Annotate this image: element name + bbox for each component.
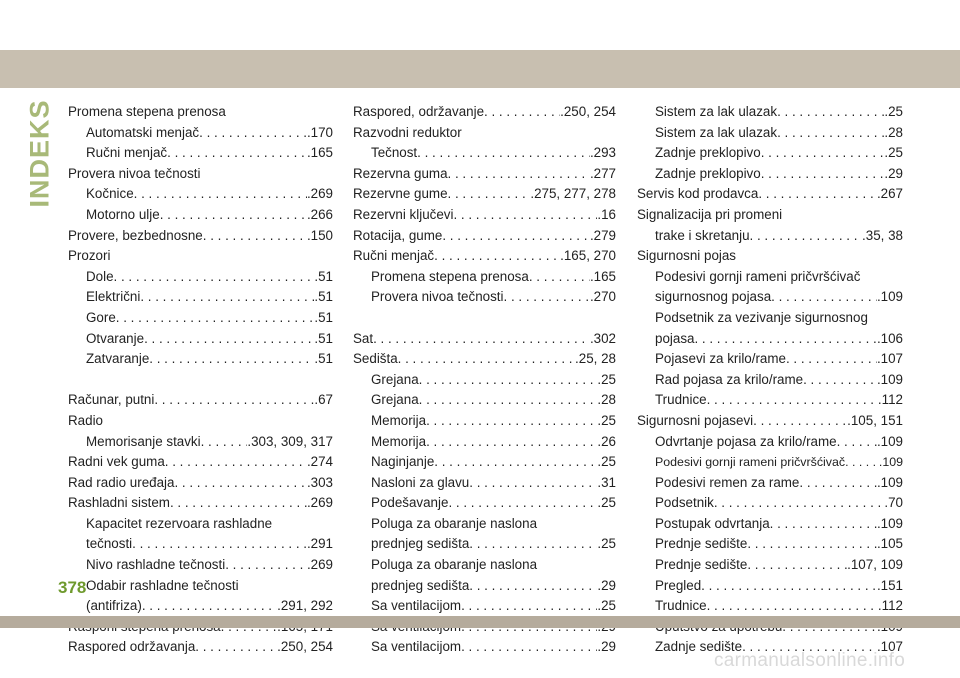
entry-page-ref: .269	[306, 186, 333, 202]
dot-leader	[448, 493, 597, 514]
entry-page-ref: .51	[314, 351, 333, 367]
index-entry	[353, 411, 616, 432]
dot-leader	[837, 432, 877, 453]
index-entry	[353, 349, 616, 370]
entry-label: Rashladni sistem	[68, 495, 170, 511]
dot-leader	[707, 596, 878, 617]
dot-leader	[469, 473, 597, 494]
entry-page-ref: .25	[884, 104, 903, 119]
index-entry	[353, 576, 616, 597]
entry-label: Provere, bezbednosne	[68, 227, 203, 243]
dot-leader	[142, 596, 277, 617]
entry-label: Memorisanje stavki	[86, 433, 201, 449]
index-entry	[68, 205, 333, 226]
dot-leader	[419, 370, 598, 391]
entry-label: Sa ventilacijom	[371, 598, 462, 614]
index-entry	[68, 534, 333, 555]
entry-page-ref: .26	[597, 433, 616, 449]
entry-page-ref: .105, 151	[847, 412, 903, 428]
entry-label: Razvodni reduktor	[353, 124, 462, 140]
entry-label: Memorija	[371, 412, 427, 428]
index-entry	[637, 205, 903, 226]
entry-label: Ručni menjač	[86, 145, 168, 161]
dot-leader	[747, 534, 877, 555]
entry-page-ref: .105	[876, 536, 903, 552]
entry-page-ref: .51	[314, 330, 333, 346]
dot-leader	[504, 287, 590, 308]
index-entry	[353, 287, 616, 308]
entry-label: Grejana	[371, 392, 419, 408]
index-column-3	[637, 102, 903, 658]
entry-page-ref: .291	[306, 536, 333, 552]
index-entry	[353, 184, 616, 205]
entry-page-ref: .109	[876, 371, 903, 387]
index-entry	[353, 514, 616, 535]
entry-page-ref: .109	[878, 455, 903, 470]
entry-label: Raspored, održavanje	[353, 104, 485, 119]
footer-band	[0, 616, 960, 628]
entry-page-ref: .25, 28	[575, 351, 616, 367]
index-entry	[353, 534, 616, 555]
entry-page-ref: .25	[597, 371, 616, 387]
index-entry	[637, 473, 903, 494]
entry-page-ref: .28	[884, 124, 903, 140]
entry-label: Sedišta	[353, 351, 398, 367]
entry-label: Sigurnosni pojas	[637, 248, 737, 264]
index-entry	[353, 555, 616, 576]
entry-label: Gore	[86, 309, 116, 325]
entry-page-ref: .275, 277, 278	[530, 186, 616, 202]
entry-page-ref: .25	[597, 412, 616, 428]
index-entry	[68, 287, 333, 308]
index-entry	[68, 514, 333, 535]
entry-label: (antifriza)	[86, 598, 142, 614]
entry-page-ref: .270	[589, 289, 616, 305]
entry-page-ref: .303	[306, 474, 333, 490]
entry-label: Pojasevi za krilo/rame	[655, 351, 786, 367]
index-entry	[353, 226, 616, 247]
entry-label: Naginjanje	[371, 454, 435, 470]
entry-label: Sistem za lak ulazak	[655, 124, 778, 140]
entry-page-ref: .291, 292	[277, 598, 333, 614]
entry-page-ref: .266	[306, 206, 333, 222]
entry-page-ref: .70	[884, 495, 903, 511]
index-entry	[353, 102, 616, 123]
section-tab-label: INDEKS	[24, 98, 55, 208]
dot-leader	[707, 390, 878, 411]
entry-label: Trudnice	[655, 598, 707, 614]
dot-leader	[529, 267, 590, 288]
entry-label: Prednje sedište	[655, 557, 748, 573]
index-entry	[637, 370, 903, 391]
entry-label: Električni	[86, 289, 141, 305]
entry-label: Kapacitet rezervoara rashladne	[86, 515, 273, 531]
index-entry	[637, 432, 903, 453]
entry-label: Zadnje preklopivo	[655, 165, 761, 181]
watermark-text: carmanualsonline.info	[714, 650, 906, 671]
entry-label: Prozori	[68, 248, 111, 264]
dot-leader	[461, 596, 597, 617]
dot-leader	[419, 390, 598, 411]
index-entry	[637, 555, 903, 576]
index-entry	[68, 267, 333, 288]
dot-leader	[132, 534, 307, 555]
entry-label: Rezervna guma	[353, 165, 448, 181]
entry-page-ref: .67	[314, 392, 333, 408]
dot-leader	[170, 493, 307, 514]
entry-label: Dole	[86, 268, 114, 284]
entry-page-ref: .35, 38	[862, 227, 903, 243]
dot-leader	[448, 184, 531, 205]
index-entry	[68, 308, 333, 329]
dot-leader	[225, 555, 307, 576]
entry-page-ref: .29	[597, 639, 616, 655]
dot-leader	[453, 205, 597, 226]
entry-label: Zatvaranje	[86, 351, 150, 367]
dot-leader	[149, 349, 314, 370]
dot-leader	[845, 452, 879, 473]
dot-leader	[714, 493, 885, 514]
entry-page-ref: .25	[597, 495, 616, 511]
index-entry	[68, 329, 333, 350]
entry-label: Radio	[68, 412, 103, 428]
entry-page-ref: .109	[876, 515, 903, 531]
entry-page-ref: .16	[597, 206, 616, 222]
entry-page-ref: .303, 309, 317	[247, 433, 333, 449]
dot-leader	[442, 226, 590, 247]
entry-page-ref: .107, 109	[847, 557, 903, 573]
dot-leader	[448, 164, 590, 185]
index-entry	[353, 370, 616, 391]
index-entry	[637, 102, 903, 123]
entry-spacer	[68, 370, 333, 391]
dot-leader	[761, 164, 885, 185]
dot-leader	[417, 143, 590, 164]
entry-label: Provera nivoa tečnosti	[371, 289, 504, 305]
dot-leader	[777, 123, 884, 144]
entry-page-ref: .51	[314, 268, 333, 284]
index-entry	[68, 432, 333, 453]
index-entry	[353, 432, 616, 453]
entry-label: Odabir rashladne tečnosti	[86, 577, 239, 593]
index-entry	[637, 246, 903, 267]
entry-label: Automatski menjač	[86, 124, 200, 140]
entry-page-ref: .277	[589, 165, 616, 181]
index-entry	[68, 246, 333, 267]
index-entry	[637, 184, 903, 205]
dot-leader	[469, 576, 597, 597]
entry-page-ref: .165	[306, 145, 333, 161]
entry-label: Motorno ulje	[86, 206, 160, 222]
dot-leader	[373, 329, 590, 350]
entry-page-ref: .170	[306, 124, 333, 140]
dot-leader	[777, 102, 884, 123]
dot-leader	[461, 637, 597, 658]
entry-label: Nivo rashladne tečnosti	[86, 557, 226, 573]
entry-label: Raspored održavanja	[68, 639, 196, 655]
entry-page-ref: .269	[306, 557, 333, 573]
entry-page-ref: .250, 254	[560, 104, 616, 119]
entry-page-ref: .302	[589, 330, 616, 346]
dot-leader	[140, 287, 314, 308]
entry-label: Podesivi remen za rame	[655, 474, 800, 490]
dot-leader	[398, 349, 575, 370]
index-entry	[68, 473, 333, 494]
index-entry	[353, 143, 616, 164]
index-entry	[637, 493, 903, 514]
index-entry	[637, 164, 903, 185]
entry-label: Memorija	[371, 433, 427, 449]
index-entry	[353, 390, 616, 411]
dot-leader	[203, 226, 307, 247]
entry-label: prednjeg sedišta	[371, 577, 470, 593]
index-entry	[68, 390, 333, 411]
entry-label: Rezervne gume	[353, 186, 448, 202]
index-entry	[68, 493, 333, 514]
dot-leader	[174, 473, 306, 494]
entry-page-ref: .51	[314, 289, 333, 305]
entry-label: Pregled	[655, 577, 702, 593]
dot-leader	[694, 329, 876, 350]
index-entry	[353, 164, 616, 185]
entry-label: Rad radio uređaja	[68, 474, 175, 490]
entry-page-ref: .28	[597, 392, 616, 408]
index-entry	[353, 493, 616, 514]
index-entry	[68, 123, 333, 144]
entry-label: sigurnosnog pojasa	[655, 289, 772, 305]
dot-leader	[199, 123, 307, 144]
entry-label: Provera nivoa tečnosti	[68, 165, 201, 181]
index-entry	[637, 308, 903, 329]
entry-label: Rezervni ključevi	[353, 206, 454, 222]
index-entry	[637, 267, 903, 288]
dot-leader	[116, 308, 315, 329]
index-entry	[353, 329, 616, 350]
dot-leader	[426, 411, 597, 432]
dot-leader	[201, 432, 248, 453]
entry-page-ref: .279	[589, 227, 616, 243]
entry-label: Zadnje sedište	[655, 639, 743, 655]
entry-page-ref: .267	[876, 186, 903, 202]
page-number: 378	[58, 578, 87, 597]
entry-label: Zadnje preklopivo	[655, 145, 761, 161]
index-entry	[637, 390, 903, 411]
index-entry	[637, 349, 903, 370]
entry-label: Tečnost	[371, 145, 418, 161]
entry-label: Kočnice	[86, 186, 134, 202]
dot-leader	[753, 411, 847, 432]
entry-page-ref: .31	[597, 474, 616, 490]
entry-label: Sat	[353, 330, 374, 346]
entry-label: trake i skretanju	[655, 227, 750, 243]
entry-label: Podsetnik za vezivanje sigurnosnog	[655, 309, 868, 325]
index-entry	[68, 184, 333, 205]
index-entry	[353, 596, 616, 617]
index-entry	[637, 123, 903, 144]
entry-page-ref: .25	[597, 598, 616, 614]
dot-leader	[469, 534, 597, 555]
entry-page-ref: .29	[884, 165, 903, 181]
index-entry	[68, 576, 333, 597]
index-entry	[68, 555, 333, 576]
index-entry	[68, 226, 333, 247]
dot-leader	[154, 390, 314, 411]
entry-page-ref: .165	[589, 268, 616, 284]
index-entry	[68, 143, 333, 164]
entry-page-ref: .25	[597, 536, 616, 552]
index-entry	[353, 637, 616, 658]
entry-spacer	[353, 308, 616, 329]
entry-label: Sistem za lak ulazak	[655, 104, 778, 119]
index-entry	[68, 637, 333, 658]
index-entry	[637, 514, 903, 535]
index-entry	[68, 102, 333, 123]
dot-leader	[134, 184, 307, 205]
entry-label: Podesivi gornji rameni pričvršćivač	[655, 455, 846, 470]
entry-label: Podešavanje	[371, 495, 449, 511]
entry-label: Prednje sedište	[655, 536, 748, 552]
index-entry	[637, 534, 903, 555]
index-entry	[637, 226, 903, 247]
entry-page-ref: .250, 254	[277, 639, 333, 655]
index-entry	[353, 473, 616, 494]
index-entry	[353, 246, 616, 267]
dot-leader	[750, 226, 863, 247]
entry-label: prednjeg sedišta	[371, 536, 470, 552]
dot-leader	[758, 184, 877, 205]
entry-label: Rad pojasa za krilo/rame	[655, 371, 804, 387]
index-entry	[637, 411, 903, 432]
entry-page-ref: .109	[876, 289, 903, 305]
dot-leader	[195, 637, 277, 658]
index-entry	[68, 349, 333, 370]
index-entry	[353, 123, 616, 144]
dot-leader	[114, 267, 315, 288]
index-column-1	[68, 102, 333, 658]
entry-label: Promena stepena prenosa	[68, 104, 226, 119]
entry-label: Servis kod prodavca	[637, 186, 759, 202]
entry-label: Nasloni za glavu	[371, 474, 470, 490]
index-entry	[637, 596, 903, 617]
entry-page-ref: .109	[876, 433, 903, 449]
index-entry	[68, 452, 333, 473]
index-entry	[68, 164, 333, 185]
entry-page-ref: .293	[589, 145, 616, 161]
dot-leader	[803, 370, 877, 391]
entry-page-ref: .107	[876, 639, 903, 655]
index-column-2	[353, 102, 616, 658]
entry-page-ref: .269	[306, 495, 333, 511]
entry-page-ref: .29	[597, 577, 616, 593]
entry-label: Sa ventilacijom	[371, 639, 462, 655]
index-entry	[637, 143, 903, 164]
header-band	[0, 50, 960, 88]
entry-label: Signalizacija pri promeni	[637, 206, 783, 222]
index-entry	[353, 205, 616, 226]
entry-page-ref: .150	[306, 227, 333, 243]
dot-leader	[747, 555, 847, 576]
index-entry	[637, 287, 903, 308]
entry-page-ref: .107	[876, 351, 903, 367]
entry-page-ref: .151	[876, 577, 903, 593]
index-entry	[637, 576, 903, 597]
entry-page-ref: .25	[597, 454, 616, 470]
dot-leader	[799, 473, 877, 494]
dot-leader	[160, 205, 307, 226]
dot-leader	[426, 432, 597, 453]
entry-label: Sigurnosni pojasevi	[637, 412, 754, 428]
entry-label: Otvaranje	[86, 330, 145, 346]
index-entry	[353, 267, 616, 288]
dot-leader	[165, 452, 307, 473]
dot-leader	[144, 329, 314, 350]
dot-leader	[701, 576, 877, 597]
entry-label: pojasa	[655, 330, 695, 346]
dot-leader	[434, 452, 597, 473]
index-entry	[68, 596, 333, 617]
dot-leader	[771, 287, 877, 308]
entry-label: Promena stepena prenosa	[371, 268, 529, 284]
entry-page-ref: .112	[877, 392, 903, 408]
entry-page-ref: .109	[876, 474, 903, 490]
entry-label: Poluga za obaranje naslona	[371, 515, 538, 531]
entry-label: Računar, putni	[68, 392, 155, 408]
entry-page-ref: .25	[884, 145, 903, 161]
dot-leader	[786, 349, 877, 370]
dot-leader	[484, 102, 560, 123]
entry-label: Poluga za obaranje naslona	[371, 557, 538, 573]
entry-label: tečnosti	[86, 536, 133, 552]
dot-leader	[770, 514, 877, 535]
entry-page-ref: .106	[876, 330, 903, 346]
entry-label: Trudnice	[655, 392, 707, 408]
entry-page-ref: .51	[314, 309, 333, 325]
entry-label: Rotacija, gume	[353, 227, 443, 243]
entry-label: Grejana	[371, 371, 419, 387]
dot-leader	[167, 143, 307, 164]
entry-page-ref: .165, 270	[560, 248, 616, 264]
index-entry	[637, 329, 903, 350]
dot-leader	[761, 143, 885, 164]
entry-label: Odvrtanje pojasa za krilo/rame	[655, 433, 837, 449]
dot-leader	[434, 246, 560, 267]
entry-label: Podsetnik	[655, 495, 714, 511]
entry-label: Postupak odvrtanja	[655, 515, 770, 531]
entry-page-ref: .112	[877, 598, 903, 614]
entry-page-ref: .274	[306, 454, 333, 470]
index-entry	[68, 411, 333, 432]
entry-label: Podesivi gornji rameni pričvršćivač	[655, 268, 861, 284]
index-entry	[353, 452, 616, 473]
entry-label: Ručni menjač	[353, 248, 435, 264]
entry-label: Radni vek guma	[68, 454, 165, 470]
index-entry	[637, 452, 903, 473]
